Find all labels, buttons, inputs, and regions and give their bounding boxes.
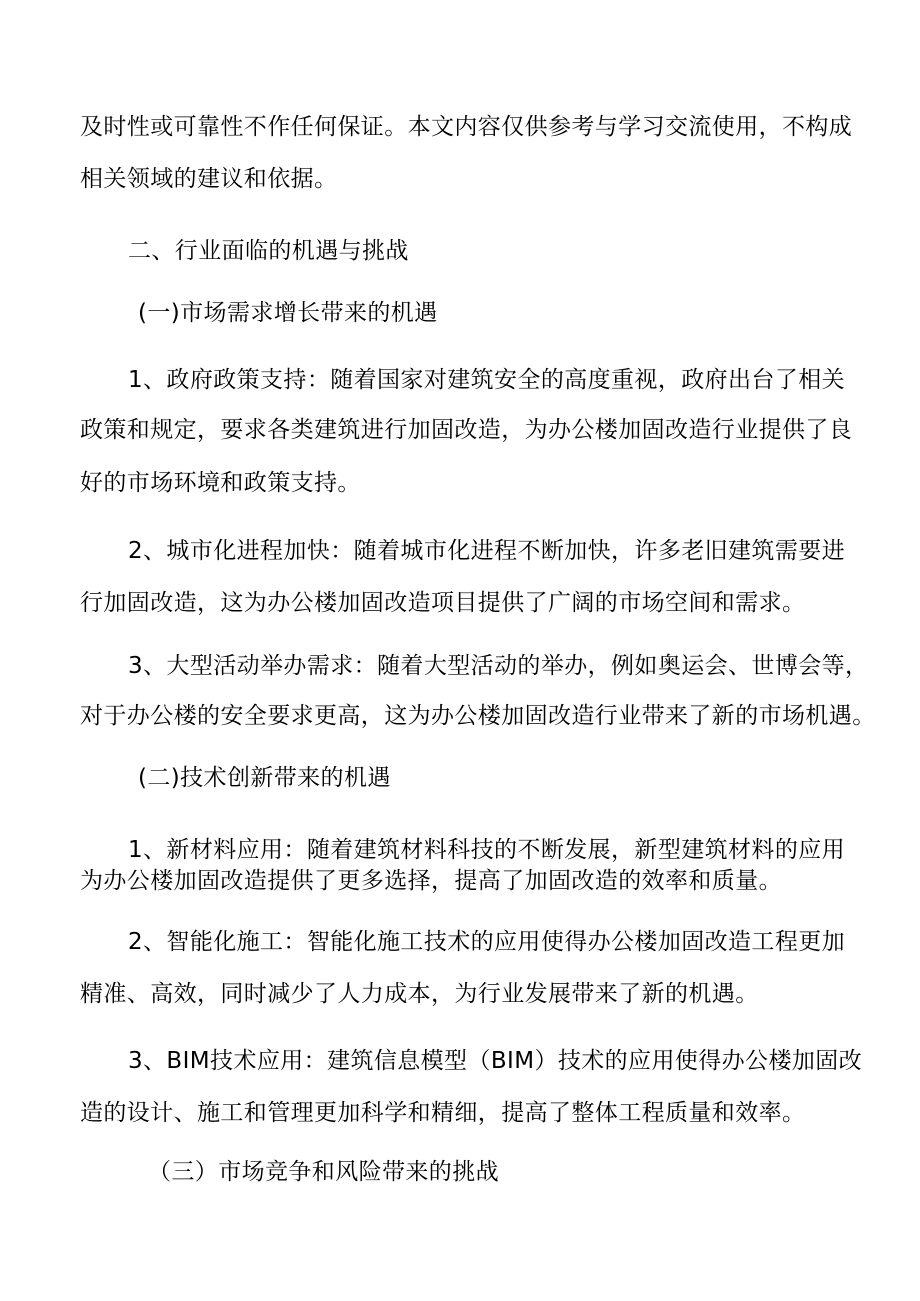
paragraph-line: 为办公楼加固改造提供了更多选择，提高了加固改造的效率和质量。 bbox=[80, 868, 782, 894]
paragraph-line: 3、大型活动举办需求：随着大型活动的举办，例如奥运会、世博会等， bbox=[128, 653, 869, 679]
paragraph-line: 3、BIM技术应用：建筑信息模型（BIM）技术的应用使得办公楼加固改 bbox=[128, 1048, 863, 1074]
paragraph-line: 2、智能化施工：智能化施工技术的应用使得办公楼加固改造工程更加 bbox=[128, 929, 846, 955]
subsection-heading: (一)市场需求增长带来的机遇 bbox=[138, 300, 438, 326]
paragraph-line: 2、城市化进程加快：随着城市化进程不断加快，许多老旧建筑需要进 bbox=[128, 538, 846, 564]
paragraph-line: 好的市场环境和政策支持。 bbox=[80, 470, 361, 496]
paragraph-line: 及时性或可靠性不作任何保证。本文内容仅供参考与学习交流使用，不构成 bbox=[80, 114, 853, 140]
paragraph-line: 相关领域的建议和依据。 bbox=[80, 166, 338, 192]
paragraph-line: 对于办公楼的安全要求更高，这为办公楼加固改造行业带来了新的市场机遇。 bbox=[80, 703, 876, 729]
paragraph-line: 1、政府政策支持：随着国家对建筑安全的高度重视，政府出台了相关 bbox=[128, 367, 846, 393]
section-heading: 二、行业面临的机遇与挑战 bbox=[128, 238, 409, 264]
subsection-heading: (二)技术创新带来的机遇 bbox=[138, 765, 391, 791]
subsection-heading: （三）市场竞争和风险带来的挑战 bbox=[148, 1159, 499, 1185]
paragraph-line: 1、新材料应用：随着建筑材料科技的不断发展，新型建筑材料的应用 bbox=[128, 837, 846, 863]
paragraph-line: 造的设计、施工和管理更加科学和精细，提高了整体工程质量和效率。 bbox=[80, 1100, 806, 1126]
paragraph-line: 精准、高效，同时减少了人力成本，为行业发展带来了新的机遇。 bbox=[80, 981, 759, 1007]
paragraph-line: 政策和规定，要求各类建筑进行加固改造，为办公楼加固改造行业提供了良 bbox=[80, 417, 853, 443]
paragraph-line: 行加固改造，这为办公楼加固改造项目提供了广阔的市场空间和需求。 bbox=[80, 590, 806, 616]
